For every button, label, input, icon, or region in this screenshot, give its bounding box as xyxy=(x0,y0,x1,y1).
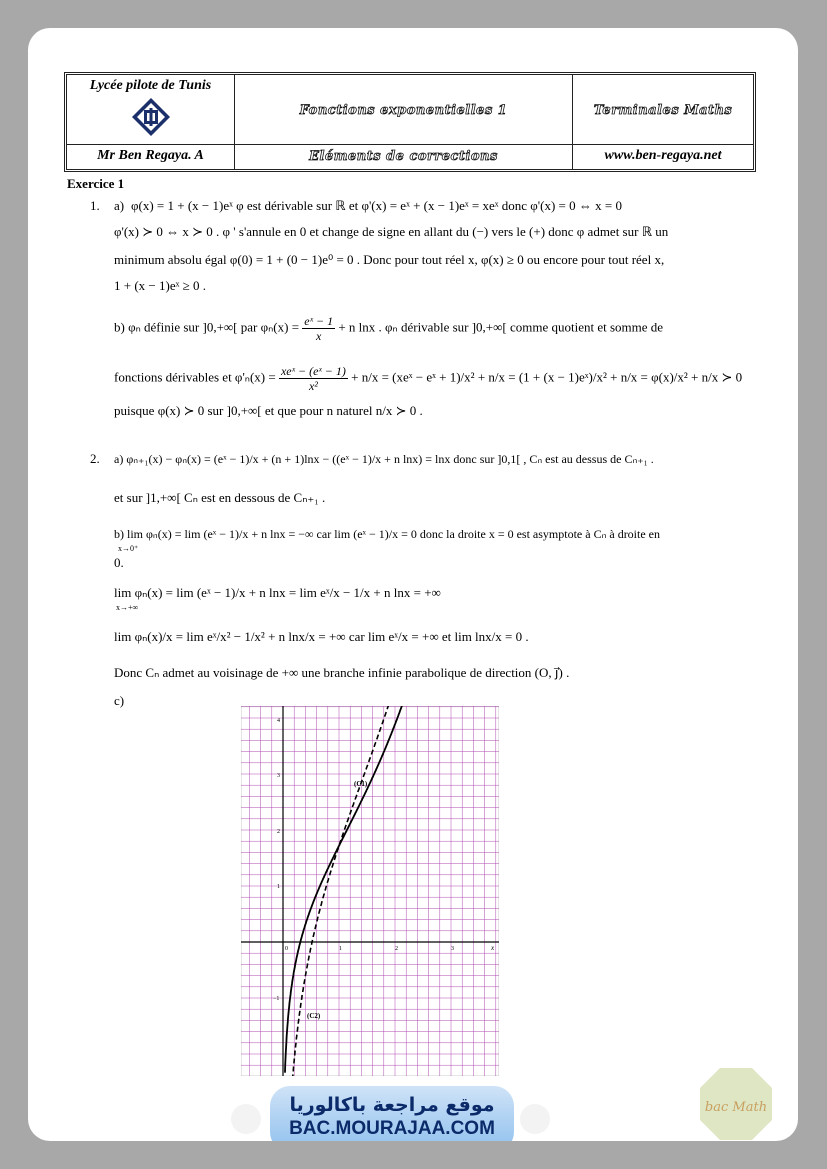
school-logo-icon xyxy=(131,97,171,137)
q2-b-limit-sub-inf: x→+∞ xyxy=(116,603,139,612)
level-cell xyxy=(573,75,753,145)
school-cell xyxy=(67,75,235,145)
q1-b-num: eˣ − 1 xyxy=(304,314,334,328)
q2-number: 2. xyxy=(90,451,100,466)
footer-arabic-title: موقع مراجعة باكالوريا xyxy=(289,1094,495,1116)
q1-b-line2-pre: fonctions dérivables et φ'ₙ(x) = xyxy=(114,369,276,385)
badge-text: bac Math xyxy=(704,1100,768,1115)
document-title: Fonctions exponentielles 1 xyxy=(299,103,508,118)
subtitle-cell xyxy=(235,145,573,169)
y-tick-4: 4 xyxy=(277,718,280,724)
origin-label: 0 xyxy=(285,946,288,952)
q1-b-line2-fraction: $\frac{\text{xeˣ − (eˣ − 1)}}{\text{x²}}$ xyxy=(280,364,346,393)
y-tick-neg: −1 xyxy=(273,996,280,1002)
q2-b-line5: Donc Cₙ admet au voisinage de +∞ une branche infinie parabolique de direction (O, j⃗) . xyxy=(114,665,570,680)
q1-number: 1. xyxy=(90,198,100,213)
bac-math-badge xyxy=(698,1066,774,1141)
q1-a-line1: φ(x) = 1 + (x − 1)eˣ φ est dérivable sur ℝ et φ'(x) = eˣ + (x − 1)eˣ = xeˣ donc φ'(x) = 0 ⇔ x = 0 xyxy=(131,198,622,213)
curve-c2-label: (C2) xyxy=(307,1012,321,1020)
q2-b-line3: lim φₙ(x) = lim (eˣ − 1)/x + n lnx = lim eˣ/x − 1/x + n lnx = +∞ xyxy=(114,585,441,600)
q2-b-limit-sub: x→0⁺ xyxy=(118,544,139,553)
function-graph xyxy=(241,706,499,1076)
q1-b-line2 xyxy=(114,364,742,393)
footer-site-link[interactable]: BAC.MOURAJAA.COM xyxy=(289,1118,495,1139)
book-logo-icon-right xyxy=(520,1104,550,1134)
document-subtitle: Eléments de corrections xyxy=(309,149,498,164)
q1-b-den: x xyxy=(316,329,322,343)
q1-b-line1 xyxy=(114,314,663,343)
website-cell xyxy=(573,145,753,169)
title-cell xyxy=(235,75,573,145)
x-axis-label: x xyxy=(491,944,495,952)
q1-b-post: + n lnx . φₙ dérivable sur ]0,+∞[ comme quotient et somme de xyxy=(338,319,664,335)
author-name: Mr Ben Regaya. A xyxy=(97,148,204,163)
q1-b-pre: b) φₙ définie sur ]0,+∞[ par φₙ(x) = xyxy=(114,319,300,335)
q1-a-line3: minimum absolu égal φ(0) = 1 + (0 − 1)e⁰ = 0 . Donc pour tout réel x, φ(x) ≥ 0 ou encore pour tout réel x, xyxy=(114,252,665,267)
q2-a-line2: et sur ]1,+∞[ Cₙ est en dessous de Cₙ₊₁ . xyxy=(114,490,326,505)
exercise-heading: Exercice 1 xyxy=(67,176,125,191)
q2-b-line2: 0. xyxy=(114,555,124,570)
document-page xyxy=(28,28,798,1141)
q1-a-line2: φ'(x) ≻ 0 ⇔ x ≻ 0 . φ ' s'annule en 0 et change de signe en allant du (−) vers le (+) donc φ admet sur ℝ un xyxy=(114,224,669,239)
author-cell xyxy=(67,145,235,169)
school-name: Lycée pilote de Tunis xyxy=(89,78,212,93)
y-tick-3: 3 xyxy=(277,773,280,779)
y-tick-1: 1 xyxy=(277,884,280,890)
header-table xyxy=(64,72,756,172)
author-website: www.ben-regaya.net xyxy=(604,148,722,163)
q2-c-label: c) xyxy=(114,693,125,708)
curve-c1-label: (C1) xyxy=(354,780,368,788)
q2-b-line4: lim φₙ(x)/x = lim eˣ/x² − 1/x² + n lnx/x = +∞ car lim eˣ/x = +∞ et lim lnx/x = 0 . xyxy=(114,629,529,644)
q1-a-label: a) xyxy=(114,198,125,213)
x-tick-2: 2 xyxy=(395,946,398,952)
q2-b-line1: b) lim φₙ(x) = lim (eˣ − 1)/x + n lnx = −∞ car lim (eˣ − 1)/x = 0 donc la droite x = 0 est asymptote à Cₙ à droite en xyxy=(114,527,661,541)
q1-a-line4: 1 + (x − 1)eˣ ≥ 0 . xyxy=(114,278,206,293)
y-tick-2: 2 xyxy=(277,829,280,835)
footer-banner[interactable] xyxy=(270,1086,514,1141)
q2-a-line1: a) φₙ₊₁(x) − φₙ(x) = (eˣ − 1)/x + (n + 1)lnx − ((eˣ − 1)/x + n lnx) = lnx donc sur ]0,1[ , Cₙ est au dessus de Cₙ₊₁ . xyxy=(114,452,654,466)
q1-b-line2-mid: + n/x = (xeˣ − eˣ + 1)/x² + n/x = (1 + (x − 1)eˣ)/x² + n/x = φ(x)/x² + n/x ≻ 0 xyxy=(351,369,743,385)
class-level: Terminales Maths xyxy=(593,103,733,118)
x-tick-1: 1 xyxy=(339,946,342,952)
book-logo-icon-left xyxy=(231,1104,261,1134)
q1-b-line3: puisque φ(x) ≻ 0 sur ]0,+∞[ et que pour n naturel n/x ≻ 0 . xyxy=(114,403,423,418)
q1-b-fraction xyxy=(302,314,335,343)
x-tick-3: 3 xyxy=(451,946,454,952)
